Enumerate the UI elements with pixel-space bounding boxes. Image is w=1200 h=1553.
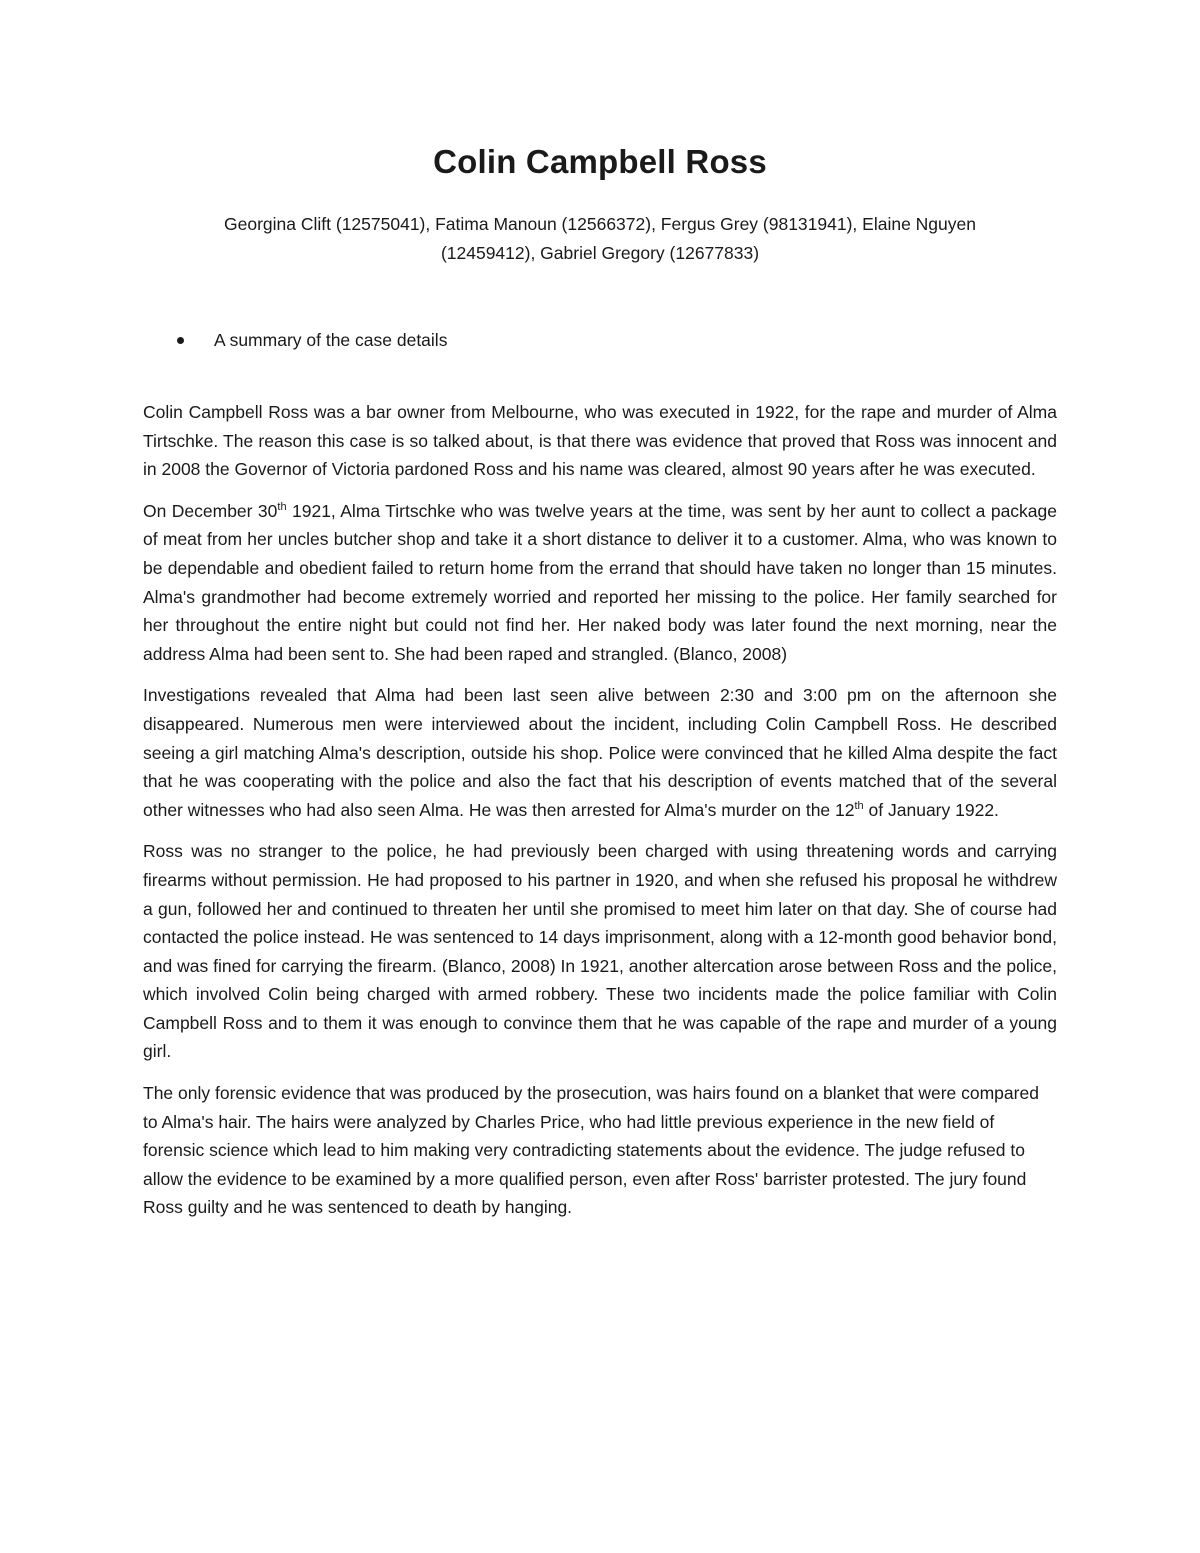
paragraph-2 (143, 497, 1057, 669)
paragraph-3-part-b: of January 1922. (863, 799, 999, 820)
ordinal-suffix: th (854, 799, 864, 812)
paragraph-3 (143, 681, 1057, 824)
paragraph-2-part-b: 1921, Alma Tirtschke who was twelve years at the time, was sent by her aunt to collect a package of meat from her uncles butcher shop and take it a short distance to deliver it to a customer. Alma, who was known to be dependable and obedient failed to return home from the errand that should have taken no longer than 15 minutes. Alma's grandmother had become extremely worried and reported her missing to the police. Her family searched for her throughout the entire night but could not find her. Her naked body was later found the next morning, near the address Alma had been sent to. She had been raped and strangled. (Blanco, 2008) (143, 500, 1057, 664)
bullet-item (175, 326, 447, 355)
paragraph-2-part-a: On December 30 (143, 500, 278, 521)
paragraph-4: Ross was no stranger to the police, he had previously been charged with using threatening words and carrying firearms without permission. He had proposed to his partner in 1920, and when she refused his proposal he withdrew a gun, followed her and continued to threaten her until she promised to meet him later on that day. She of course had contacted the police instead. He was sentenced to 14 days imprisonment, along with a 12-month good behavior bond, and was fined for carrying the firearm. (Blanco, 2008) In 1921, another altercation arose between Ross and the police, which involved Colin being charged with armed robbery. These two incidents made the police familiar with Colin Campbell Ross and to them it was enough to convince them that he was capable of the rape and murder of a young girl. (143, 841, 1057, 1062)
body-text (143, 398, 1057, 1235)
paragraph-5: The only forensic evidence that was produced by the prosecution, was hairs found on a blanket that were compared to Alma's hair. The hairs were analyzed by Charles Price, who had little previous experience in the new field of forensic science which lead to him making very contradicting statements about the evidence. The judge refused to allow the evidence to be examined by a more qualified person, even after Ross' barrister protested. The jury found Ross guilty and he was sentenced to death by hanging. (143, 1083, 1039, 1218)
bullet-dot-icon (177, 337, 184, 344)
author-list (160, 210, 1040, 268)
paragraph-3-part-a: Investigations revealed that Alma had been last seen alive between 2:30 and 3:00 pm on the afternoon she disappeared. Numerous men were interviewed about the incident, including Colin Campbell Ross. He described seeing a girl matching Alma's description, outside his shop. Police were convinced that he killed Alma despite the fact that he was cooperating with the police and also the fact that his description of events matched that of the several other witnesses who had also seen Alma. He was then arrested for Alma's murder on the 12 (143, 685, 1057, 820)
paragraph-1: Colin Campbell Ross was a bar owner from Melbourne, who was executed in 1922, for the rape and murder of Alma Tirtschke. The reason this case is so talked about, is that there was evidence that proved that Ross was innocent and in 2008 the Governor of Victoria pardoned Ross and his name was cleared, almost 90 years after he was executed. (143, 402, 1057, 480)
author-line-1: Georgina Clift (12575041), Fatima Manoun (12566372), Fergus Grey (98131941), Elaine Nguyen (224, 214, 976, 234)
bullet-text: A summary of the case details (214, 330, 448, 350)
ordinal-suffix: th (277, 500, 287, 513)
document-title: Colin Campbell Ross (433, 143, 767, 180)
author-line-2: (12459412), Gabriel Gregory (12677833) (440, 243, 760, 263)
